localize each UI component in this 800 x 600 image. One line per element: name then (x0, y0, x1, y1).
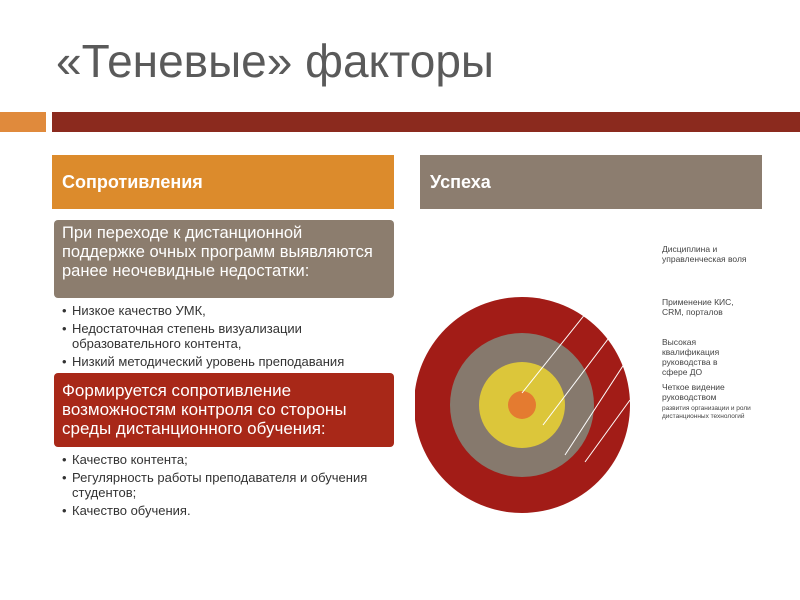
list-item: • Недостаточная степень визуализации образовательного контента, (60, 321, 390, 352)
label-discipline: Дисциплина и управленческая воля (662, 244, 747, 264)
list-item: • Низкий методический уровень преподавания (60, 354, 390, 370)
label-development: развития организации и роли дистанционных технологий (662, 405, 751, 420)
label-vision: Четкое видение руководством (662, 382, 725, 402)
drawbacks-list (60, 303, 390, 371)
list-item: • Регулярность работы преподавателя и обучения студентов; (60, 470, 390, 501)
accent-bar-red (52, 112, 800, 132)
slide-title: «Теневые» факторы (56, 35, 494, 87)
accent-bar-orange (0, 112, 46, 132)
transition-box: При переходе к дистанционной поддержке очных программ выявляются ранее неочевидные недостатки: (54, 220, 394, 298)
list-item: • Низкое качество УМК, (60, 303, 390, 319)
label-kis-crm: Применение КИС, CRM, порталов (662, 297, 734, 317)
list-item: • Качество контента; (60, 452, 390, 468)
control-list (60, 452, 390, 520)
header-resistance: Сопротивления (52, 155, 394, 209)
label-qualification: Высокая квалификация руководства в сфере ДО (662, 337, 720, 377)
resistance-box: Формируется сопротивление возможностям контроля со стороны среды дистанционного обучения: (54, 373, 394, 447)
list-item: • Качество обучения. (60, 503, 390, 519)
ring-center (508, 391, 536, 419)
header-success: Успеха (420, 155, 762, 209)
